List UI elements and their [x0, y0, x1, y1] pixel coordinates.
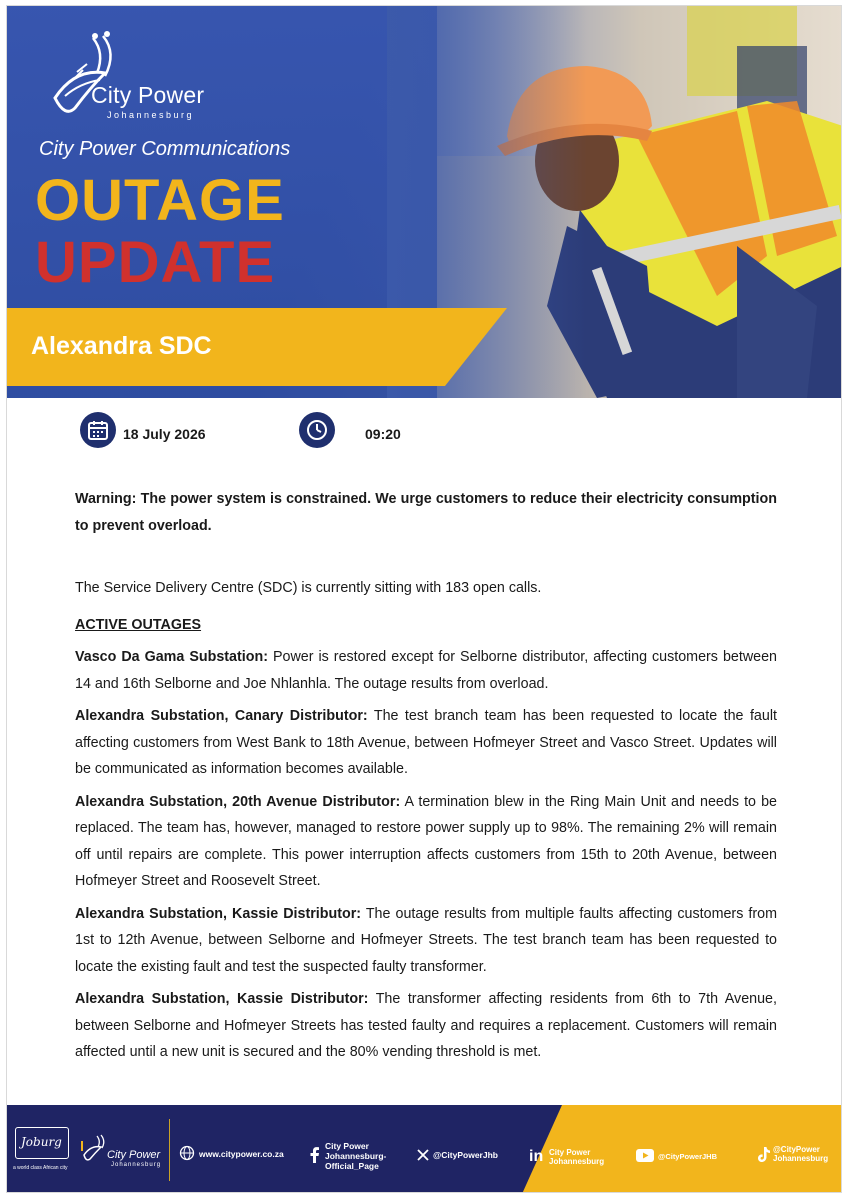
outage-details: A termination blew in the Ring Main Unit and needs to be replaced. The team has, however, managed to restore power supply up to 98%. The remaining 2% will remain off until repairs are complete. This power interruption affects customers from 15th to 20th Avenue, between Hofmeyer Street and Roosevelt Street.: [75, 793, 777, 889]
outage-item: [75, 901, 777, 981]
outage-update-document: [6, 5, 842, 1193]
title-outage: OUTAGE: [35, 168, 285, 233]
footer: [7, 1105, 842, 1193]
outage-item: [75, 789, 777, 895]
tiktok-icon: [758, 1147, 770, 1162]
outage-location: Alexandra Substation, Kassie Distributor:: [75, 991, 369, 1007]
outage-details: The test branch team has been requested to locate the fault affecting customers from West Bank to 18th Avenue, between Hofmeyer Street and Vasco Street. Updates will be communicated as information becomes available.: [75, 708, 777, 777]
update-time: 09:20: [365, 426, 401, 442]
active-outages-heading: ACTIVE OUTAGES: [75, 616, 202, 633]
x-twitter-icon: [417, 1149, 429, 1161]
globe-icon: [179, 1145, 195, 1161]
outage-location: Alexandra Substation, Canary Distributor:: [75, 708, 368, 724]
outage-location: Alexandra Substation, 20th Avenue Distributor:: [75, 793, 401, 810]
outage-details: The outage results from multiple faults affecting customers from 1st to 12th Avenue, between Selborne and Hofmeyer Streets. The test branch team has been requested to locate the existing fault and test the suspected faulty transformer.: [75, 905, 777, 975]
outage-item: [75, 703, 777, 783]
joburg-logo-text: Joburg: [21, 1135, 62, 1149]
outage-details: Power is restored except for Selborne distributor, affecting customers between 14 and 16th Selborne and Joe Nhlanhla. The outage results from overload.: [75, 649, 778, 692]
youtube-link[interactable]: @CityPowerJHB: [658, 1152, 717, 1161]
outage-details: The transformer affecting residents from 6th to 7th Avenue, between Selborne and Hofmeyer Streets has tested faulty and requires a replacement. Customers will remain affected until a new unit is secured and the 80% vending threshold is met.: [75, 991, 777, 1060]
facebook-link[interactable]: City Power Johannesburg- Official_Page: [325, 1141, 387, 1171]
facebook-icon: [310, 1147, 320, 1163]
warning-text: Warning: The power system is constrained. We urge customers to reduce their electricity consumption to prevent overload.: [75, 491, 777, 534]
x-link[interactable]: @CityPowerJhb: [433, 1150, 498, 1160]
sdc-status: The Service Delivery Centre (SDC) is currently sitting with 183 open calls.: [75, 580, 542, 596]
outage-location: Alexandra Substation, Kassie Distributor:: [75, 905, 362, 922]
linkedin-icon: in: [529, 1148, 544, 1165]
department-name: City Power Communications: [39, 138, 291, 160]
linkedin-link[interactable]: City Power Johannesburg: [549, 1148, 605, 1166]
outage-location: Vasco Da Gama Substation:: [75, 649, 268, 665]
update-date: 18 July 2026: [123, 426, 206, 442]
outage-item: [75, 986, 777, 1066]
header-banner: [7, 6, 842, 398]
clock-icon: [299, 412, 335, 448]
sdc-name: Alexandra SDC: [31, 332, 212, 360]
footer-brand-name: City Power: [107, 1149, 161, 1161]
youtube-icon: [636, 1149, 654, 1162]
footer-brand-subtitle: Johannesburg: [111, 1162, 162, 1168]
brand-name: City Power: [91, 82, 205, 108]
calendar-icon: [80, 412, 116, 448]
brand-subtitle: Johannesburg: [107, 110, 195, 120]
joburg-tagline: a world class African city: [13, 1165, 68, 1171]
tiktok-link[interactable]: @CityPower Johannesburg: [773, 1145, 829, 1163]
website-link[interactable]: www.citypower.co.za: [199, 1149, 284, 1159]
title-update: UPDATE: [35, 230, 276, 295]
outage-item: [75, 644, 777, 697]
document-body: [75, 486, 777, 1066]
